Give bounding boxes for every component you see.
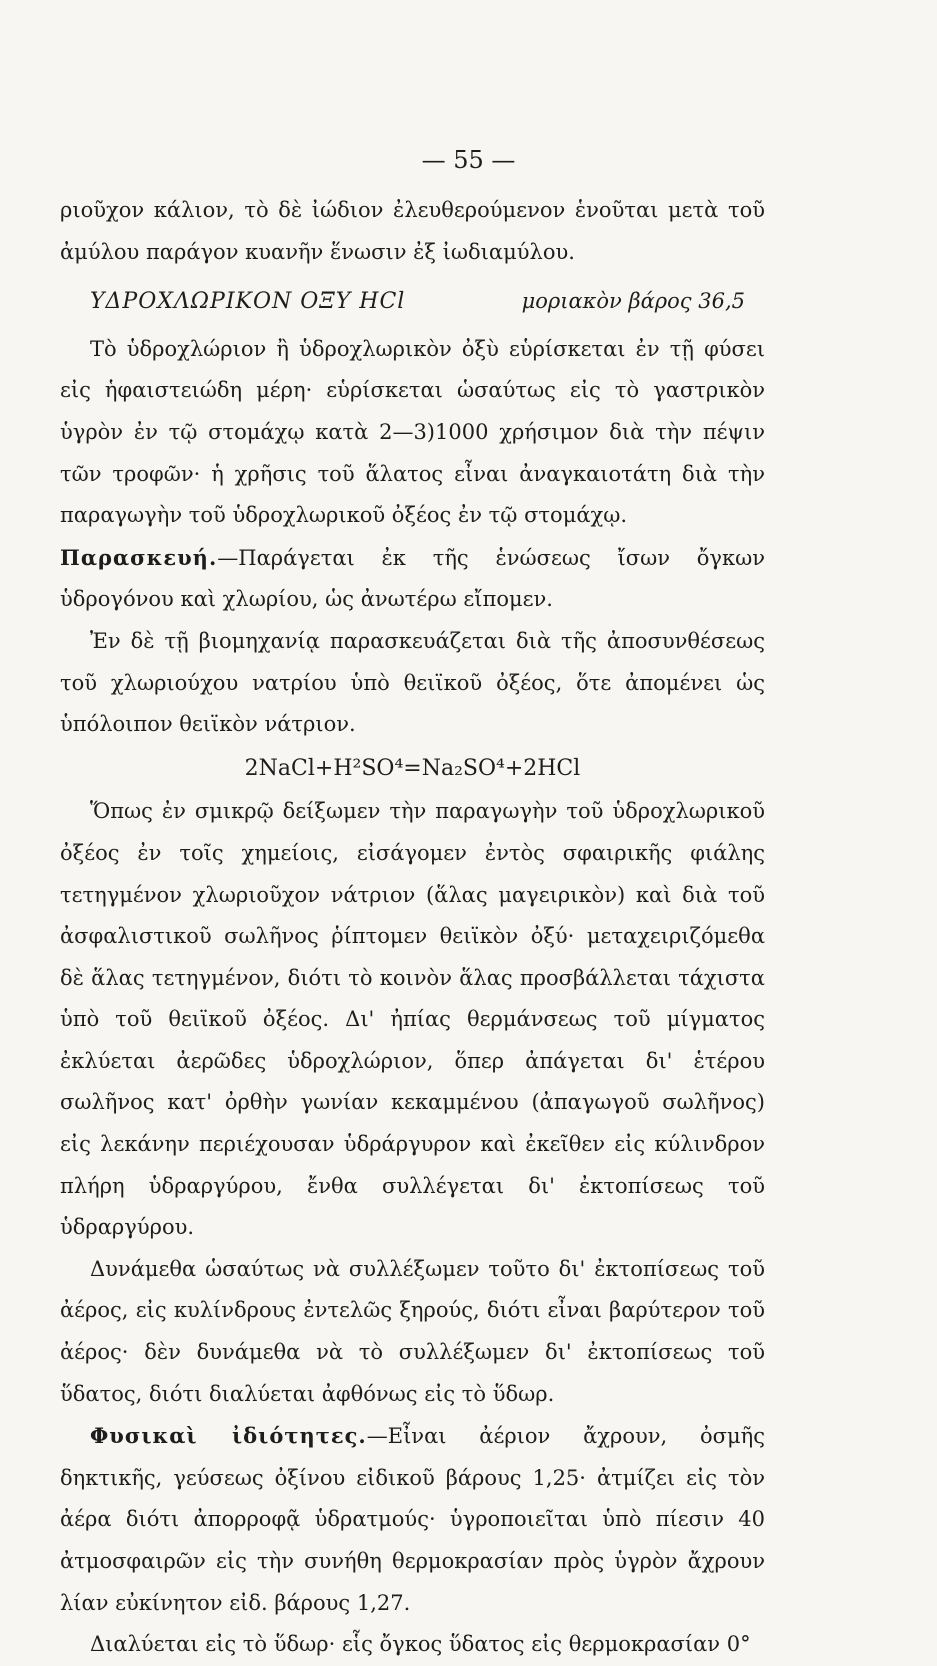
paragraph-collection: Δυνάμεθα ὡσαύτως νὰ συλλέξωμεν τοῦτο δι' ἐκτοπίσεως τοῦ ἀέρος, εἰς κυλίνδρους ἐντελῶς ξηρούς, διότι εἶναι βαρύτερον τοῦ ἀέρος· δὲν δυνάμεθα νὰ τὸ συλλέξωμεν δι' ἐκτοπίσεως τοῦ ὕδατος, διότι διαλύεται ἀφθόνως εἰς τὸ ὕδωρ. [60, 1256, 765, 1406]
chemical-equation: 2NaCl+H²SO⁴=Na₂SO⁴+2HCl [244, 755, 581, 781]
section-title: ΥΔΡΟΧΛΩΡΙΚΟΝ ΟΞΥ HCl [90, 289, 406, 315]
paragraph-continuation: ριοῦχον κάλιον, τὸ δὲ ἰώδιον ἐλευθερούμενον ἑνοῦται μετὰ τοῦ ἀμύλου παράγον κυανῆν ἕνωσιν ἐξ ἰωδιαμύλου. [60, 198, 765, 264]
section-heading [60, 281, 765, 323]
molar-mass: μοριακὸν βάρος 36,5 [521, 289, 745, 314]
paragraph-solubility: Διαλύεται εἰς τὸ ὕδωρ· εἷς ὄγκος ὕδατος εἰς θερμοκρασίαν 0° [90, 1632, 751, 1657]
page-body [60, 190, 765, 1666]
paragraph-physical-properties [60, 1415, 765, 1624]
physical-properties-heading: Φυσικαὶ ἰδιότητες. [90, 1423, 367, 1449]
preparation-heading: Παρασκευή. [60, 544, 218, 570]
paragraph-lab-method: Ὅπως ἐν σμικρῷ δείξωμεν τὴν παραγωγὴν τοῦ ὑδροχλωρικοῦ ὀξέος ἐν τοῖς χημείοις, εἰσάγομεν ἐντὸς σφαιρικῆς φιάλης τετηγμένον χλωριοῦχον νάτριον (ἅλας μαγειρικὸν) καὶ διὰ τοῦ ἀσφαλιστικοῦ σωλῆνος ῥίπτομεν θειϊκὸν ὀξύ· μεταχειριζόμεθα δὲ ἅλας τετηγμένον, διότι τὸ κοινὸν ἅλας προσβάλλεται τάχιστα ὑπὸ τοῦ θειϊκοῦ ὀξέος. Δι' ἠπίας θερμάνσεως τοῦ μίγματος ἐκλύεται ἀερῶδες ὑδροχλώριον, ὅπερ ἀπάγεται δι' ἑτέρου σωλῆνος κατ' ὀρθὴν γωνίαν κεκαμμένου (ἀπαγωγοῦ σωλῆνος) εἰς λεκάνην περιέχουσαν ὑδράργυρον καὶ ἐκεῖθεν εἰς κύλινδρον πλήρη ὑδραργύρου, ἔνθα συλλέγεται δι' ἐκτοπίσεως τοῦ ὑδραργύρου. [60, 799, 765, 1240]
paragraph-preparation [60, 537, 765, 621]
physical-properties-text: —Εἶναι ἀέριον ἄχρουν, ὀσμῆς δηκτικῆς, γεύσεως ὀξίνου εἰδικοῦ βάρους 1,25· ἀτμίζει εἰς τὸν ἀέρα διότι ἀπορροφᾷ ὑδρατμούς· ὑγροποιεῖται ὑπὸ πίεσιν 40 ἀτμοσφαιρῶν εἰς τὴν συνήθη θερμοκρασίαν πρὸς ὑγρὸν ἄχρουν λίαν εὐκίνητον εἰδ. βάρους 1,27. [60, 1424, 765, 1615]
preparation-text: —Παράγεται ἐκ τῆς ἑνώσεως ἴσων ὄγκων ὑδρογόνου καὶ χλωρίου, ὡς ἀνωτέρω εἴπομεν. [60, 545, 765, 612]
paragraph-industry: Ἐν δὲ τῇ βιομηχανίᾳ παρασκευάζεται διὰ τῆς ἀποσυνθέσεως τοῦ χλωριούχου νατρίου ὑπὸ θειϊκοῦ ὀξέος, ὅτε ἀπομένει ὡς ὑπόλοιπον θειϊκὸν νάτριον. [60, 628, 765, 737]
page-number: — 55 — [421, 146, 516, 174]
paragraph-occurrence: Τὸ ὑδροχλώριον ἢ ὑδροχλωρικὸν ὀξὺ εὑρίσκεται ἐν τῇ φύσει εἰς ἡφαιστειώδη μέρη· εὑρίσκεται ὡσαύτως εἰς τὸ γαστρικὸν ὑγρὸν ἐν τῷ στομάχῳ κατὰ 2—3)1000 χρήσιμον διὰ τὴν πέψιν τῶν τροφῶν· ἡ χρῆσις τοῦ ἅλατος εἶναι ἀναγκαιοτάτη διὰ τὴν παραγωγὴν τοῦ ὑδροχλωρικοῦ ὀξέος ἐν τῷ στομάχῳ. [60, 336, 765, 528]
